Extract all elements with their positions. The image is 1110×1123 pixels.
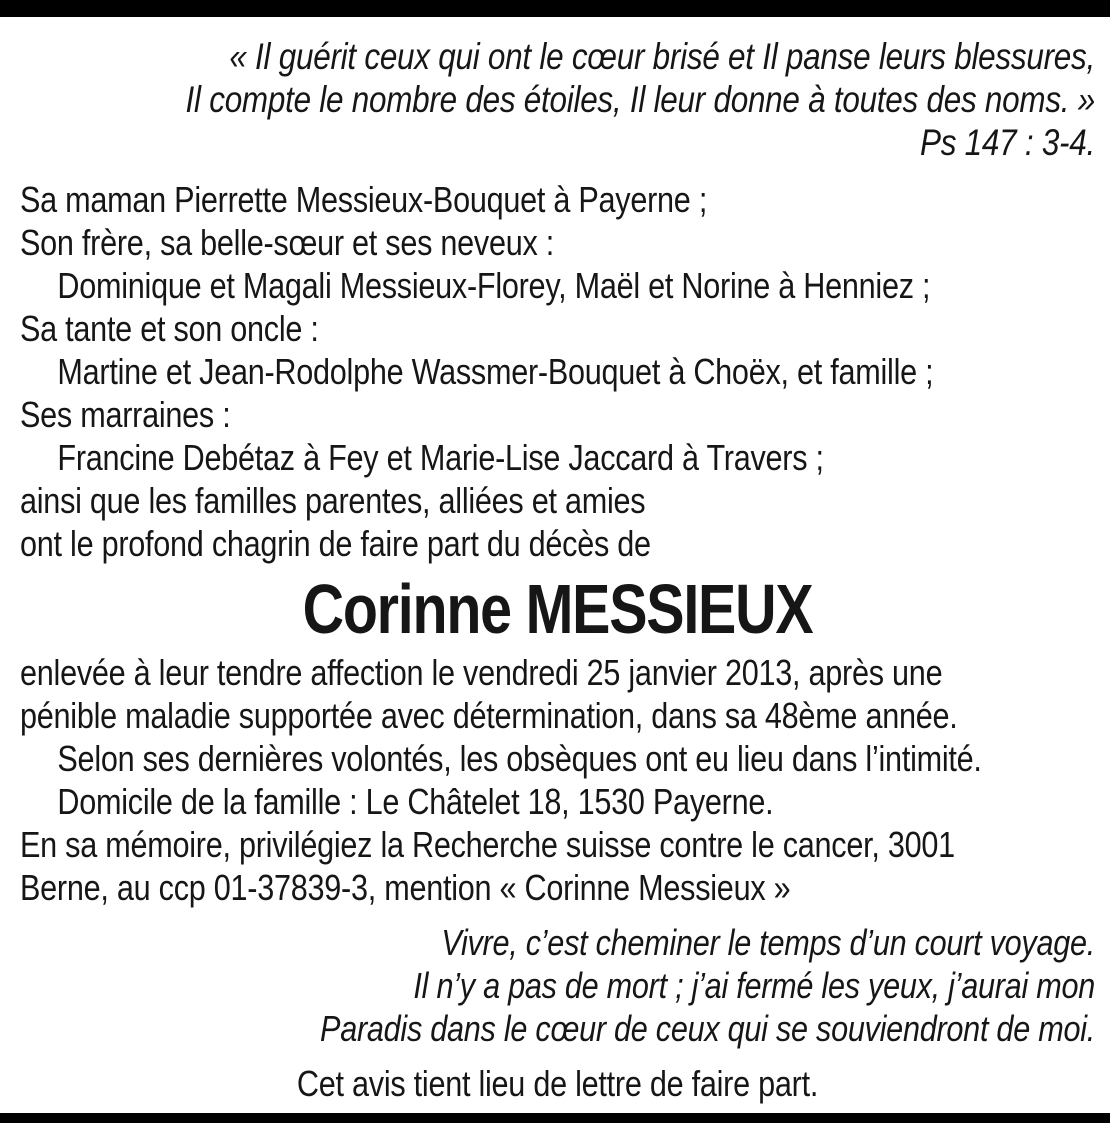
family-line: Sa maman Pierrette Messieux-Bouquet à Payerne ; bbox=[20, 179, 708, 220]
detail-line: Domicile de la famille : Le Châtelet 18, 1530 Payerne. bbox=[57, 781, 774, 822]
family-line: ainsi que les familles parentes, alliées et amies bbox=[20, 480, 646, 521]
epigraph-line: « Il guérit ceux qui ont le cœur brisé et Il panse leurs blessures, bbox=[229, 36, 1096, 77]
detail-line: Selon ses dernières volontés, les obsèques ont eu lieu dans l’intimité. bbox=[57, 738, 982, 779]
epigraph-line: Il compte le nombre des étoiles, Il leur donne à toutes des noms. » bbox=[185, 79, 1096, 120]
family-list bbox=[20, 178, 934, 565]
top-border bbox=[0, 0, 1110, 17]
family-line: Son frère, sa belle-sœur et ses neveux : bbox=[20, 222, 555, 263]
detail-line: pénible maladie supportée avec détermination, dans sa 48ème année. bbox=[20, 695, 958, 736]
family-line: Ses marraines : bbox=[20, 394, 231, 435]
family-line: ont le profond chagrin de faire part du décès de bbox=[20, 523, 651, 564]
detail-line: En sa mémoire, privilégiez la Recherche suisse contre le cancer, 3001 bbox=[20, 824, 955, 865]
epigraph bbox=[181, 35, 1095, 164]
deceased-name: Corinne MESSIEUX bbox=[302, 570, 813, 648]
poem-line: Paradis dans le cœur de ceux qui se souviendront de moi. bbox=[320, 1008, 1095, 1049]
details bbox=[20, 651, 982, 909]
epigraph-reference: Ps 147 : 3-4. bbox=[919, 122, 1095, 163]
family-line: Dominique et Magali Messieux-Florey, Maël et Norine à Henniez ; bbox=[57, 265, 931, 306]
bottom-border bbox=[0, 1112, 1110, 1123]
notice-content bbox=[20, 17, 1095, 1105]
detail-line: enlevée à leur tendre affection le vendredi 25 janvier 2013, après une bbox=[20, 652, 943, 693]
family-line: Sa tante et son oncle : bbox=[20, 308, 319, 349]
detail-line: Berne, au ccp 01-37839-3, mention « Corinne Messieux » bbox=[20, 867, 791, 908]
family-line: Martine et Jean-Rodolphe Wassmer-Bouquet à Choëx, et famille ; bbox=[57, 351, 934, 392]
poem bbox=[181, 921, 1095, 1050]
family-line: Francine Debétaz à Fey et Marie-Lise Jaccard à Travers ; bbox=[57, 437, 824, 478]
closing-line: Cet avis tient lieu de lettre de faire part. bbox=[296, 1063, 819, 1104]
poem-line: Vivre, c’est cheminer le temps d’un court voyage. bbox=[441, 922, 1095, 963]
poem-line: Il n’y a pas de mort ; j’ai fermé les yeux, j’aurai mon bbox=[413, 965, 1095, 1006]
